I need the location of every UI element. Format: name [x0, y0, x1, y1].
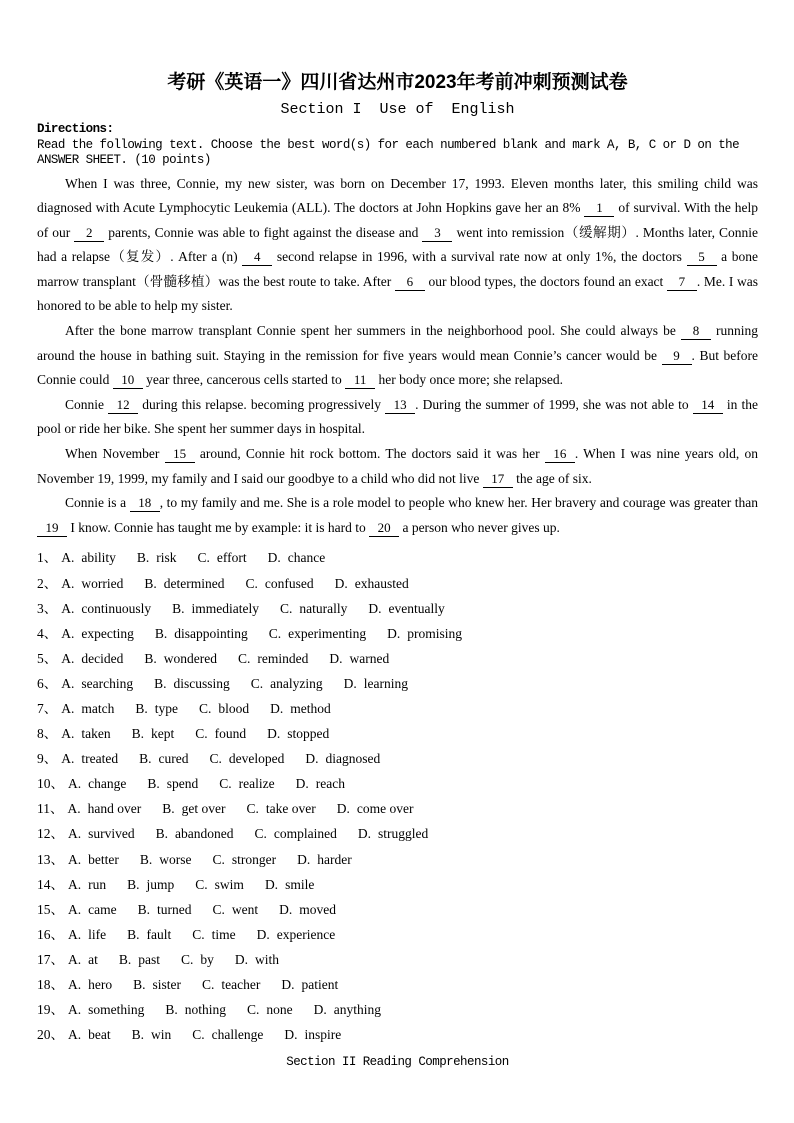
question-16-option-b: B. fault	[127, 926, 172, 942]
question-2	[37, 571, 758, 596]
option-label: D.	[343, 675, 357, 691]
option-label: C.	[181, 951, 194, 967]
section-2-heading: Section II Reading Comprehension	[286, 1055, 509, 1070]
option-label: D.	[368, 600, 382, 616]
question-6-option-b: B. discussing	[154, 675, 230, 691]
question-6-option-c: C. analyzing	[250, 675, 323, 691]
option-label: B.	[136, 550, 150, 566]
question-1-option-a: A. ability	[61, 550, 116, 566]
cloze-blank-14: 14	[693, 397, 723, 414]
option-label: B.	[137, 901, 150, 917]
option-label: D.	[334, 575, 348, 591]
cloze-blank-11: 11	[345, 372, 375, 389]
option-label: C.	[280, 600, 293, 616]
question-5-option-b: B. wondered	[144, 650, 217, 666]
cloze-blank-20: 20	[369, 520, 399, 537]
question-4-option-b: B. disappointing	[154, 625, 248, 641]
question-13-option-a: A. better	[68, 851, 119, 867]
question-number: 5、	[37, 650, 58, 666]
question-number: 6、	[37, 675, 58, 691]
option-label: C.	[212, 901, 225, 917]
question-17-option-c: C. by	[181, 951, 214, 967]
option-label: D.	[357, 826, 371, 842]
question-number: 13、	[37, 851, 64, 867]
question-1-option-d: D. chance	[267, 550, 326, 566]
question-19-option-b: B. nothing	[165, 1002, 227, 1018]
option-label: C.	[195, 876, 208, 892]
option-label: B.	[139, 751, 152, 767]
cloze-blank-10: 10	[113, 372, 143, 389]
question-number: 14、	[37, 876, 64, 892]
option-label: A.	[68, 926, 82, 942]
cloze-blank-15: 15	[165, 446, 195, 463]
question-8	[37, 721, 758, 746]
cloze-blank-8: 8	[681, 323, 711, 340]
question-1	[37, 545, 758, 570]
question-number: 7、	[37, 700, 58, 716]
cloze-blank-19: 19	[37, 520, 67, 537]
question-12-option-d: D. struggled	[357, 826, 429, 842]
question-13-option-c: C. stronger	[212, 851, 277, 867]
cloze-blank-3: 3	[422, 225, 452, 242]
question-10-option-b: B. spend	[147, 776, 199, 792]
option-label: A.	[61, 625, 75, 641]
option-label: D.	[313, 1002, 327, 1018]
question-number: 15、	[37, 901, 64, 917]
question-20-option-d: D. inspire	[284, 1027, 342, 1043]
option-label: C.	[209, 751, 222, 767]
question-2-option-d: D. exhausted	[334, 575, 409, 591]
option-label: A.	[61, 726, 75, 742]
directions-label: Directions:	[37, 122, 114, 136]
question-3-option-b: B. immediately	[172, 600, 259, 616]
option-label: C.	[192, 1027, 205, 1043]
option-label: C.	[237, 650, 251, 666]
question-12-option-c: C. complained	[254, 826, 337, 842]
question-7-option-c: C. blood	[199, 700, 250, 716]
question-number: 8、	[37, 726, 58, 742]
question-number: 3、	[37, 600, 58, 616]
question-2-option-c: C. confused	[245, 575, 314, 591]
question-19	[37, 997, 758, 1022]
question-8-option-b: B. kept	[131, 726, 175, 742]
question-list	[37, 545, 758, 1047]
option-label: D.	[295, 776, 309, 792]
question-7-option-a: A. match	[61, 700, 115, 716]
question-3-option-a: A. continuously	[61, 600, 152, 616]
option-label: D.	[329, 650, 343, 666]
question-15-option-d: D. moved	[279, 901, 337, 917]
option-label: D.	[234, 951, 249, 967]
question-16-option-c: C. time	[192, 926, 236, 942]
question-10-option-d: D. reach	[295, 776, 345, 792]
option-label: A.	[61, 675, 75, 691]
option-label: A.	[61, 650, 75, 666]
question-13-option-b: B. worse	[139, 851, 192, 867]
option-label: C.	[219, 776, 232, 792]
cloze-blank-6: 6	[395, 274, 425, 291]
option-label: C.	[250, 675, 264, 691]
cloze-blank-17: 17	[483, 471, 513, 488]
option-label: D.	[267, 726, 281, 742]
question-9-option-c: C. developed	[209, 751, 285, 767]
passage-paragraph: When November 15 around, Connie hit rock bottom. The doctors said it was her 16 . When I was nine years old, on November 19, 1999, my family and I said our goodbye to a child who did not live 17 the age of six.	[37, 446, 758, 486]
question-2-option-b: B. determined	[144, 575, 225, 591]
question-17-option-d: D. with	[234, 951, 280, 967]
option-label: B.	[118, 951, 132, 967]
question-19-option-d: D. anything	[313, 1002, 382, 1018]
option-label: C.	[192, 926, 205, 942]
question-number: 11、	[37, 801, 64, 817]
option-label: D.	[256, 926, 270, 942]
question-14-option-a: A. run	[68, 876, 107, 892]
question-3-option-c: C. naturally	[280, 600, 348, 616]
option-label: B.	[127, 876, 140, 892]
option-label: A.	[61, 700, 75, 716]
question-15-option-a: A. came	[68, 901, 117, 917]
question-6	[37, 671, 758, 696]
option-label: A.	[68, 776, 82, 792]
question-14-option-c: C. swim	[195, 876, 244, 892]
question-number: 1、	[37, 550, 58, 566]
question-9-option-d: D. diagnosed	[305, 751, 381, 767]
question-8-option-d: D. stopped	[267, 726, 330, 742]
option-label: D.	[267, 550, 281, 566]
option-label: C.	[212, 851, 225, 867]
question-18-option-d: D. patient	[281, 977, 339, 992]
question-10-option-c: C. realize	[219, 776, 275, 792]
option-label: B.	[154, 625, 168, 641]
question-number: 19、	[37, 1002, 64, 1018]
option-label: C.	[254, 826, 267, 842]
option-label: A.	[67, 801, 81, 817]
question-7	[37, 696, 758, 721]
question-number: 16、	[37, 926, 64, 942]
question-10	[37, 771, 758, 796]
question-4-option-c: C. experimenting	[268, 625, 367, 641]
cloze-passage	[37, 172, 758, 541]
question-number: 12、	[37, 826, 64, 842]
directions-block	[37, 122, 758, 169]
cloze-blank-9: 9	[662, 348, 692, 365]
option-label: A.	[61, 550, 75, 566]
question-number: 20、	[37, 1027, 64, 1043]
option-label: B.	[155, 826, 169, 842]
cloze-blank-4: 4	[242, 249, 272, 266]
option-label: C.	[202, 977, 215, 992]
question-7-option-b: B. type	[135, 700, 179, 716]
option-label: D.	[270, 700, 284, 716]
section-1-heading: Section I Use of English	[280, 101, 515, 118]
question-11	[37, 796, 758, 821]
question-number: 2、	[37, 575, 58, 591]
option-label: B.	[127, 926, 140, 942]
question-14	[37, 872, 758, 897]
question-9	[37, 746, 758, 771]
question-3-option-d: D. eventually	[368, 600, 445, 616]
option-label: B.	[135, 700, 148, 716]
option-label: B.	[154, 675, 167, 691]
option-label: B.	[131, 1027, 145, 1043]
option-label: A.	[68, 826, 82, 842]
question-12-option-b: B. abandoned	[155, 826, 234, 842]
question-16-option-a: A. life	[68, 926, 107, 942]
question-2-option-a: A. worried	[61, 575, 124, 591]
option-label: C.	[197, 550, 210, 566]
question-4-option-d: D. promising	[387, 625, 463, 641]
option-label: A.	[61, 751, 75, 767]
question-11-option-d: D. come over	[336, 801, 414, 817]
question-14-option-d: D. smile	[264, 876, 315, 892]
question-8-option-a: A. taken	[61, 726, 111, 742]
option-label: D.	[281, 977, 295, 992]
option-label: A.	[68, 1002, 82, 1018]
option-label: D.	[297, 851, 311, 867]
question-16	[37, 922, 758, 947]
question-12-option-a: A. survived	[68, 826, 135, 842]
option-label: A.	[61, 575, 75, 591]
question-4	[37, 621, 758, 646]
cloze-blank-1: 1	[584, 200, 614, 217]
question-9-option-a: A. treated	[61, 751, 119, 767]
question-20-option-b: B. win	[131, 1027, 172, 1043]
question-18-option-a: A. hero	[68, 977, 113, 992]
question-20-option-a: A. beat	[68, 1027, 111, 1043]
question-19-option-a: A. something	[68, 1002, 145, 1018]
question-4-option-a: A. expecting	[61, 625, 134, 641]
question-17	[37, 947, 758, 972]
question-16-option-d: D. experience	[256, 926, 336, 942]
question-5-option-c: C. reminded	[237, 650, 309, 666]
question-1-option-b: B. risk	[136, 550, 177, 566]
option-label: A.	[68, 876, 82, 892]
question-7-option-d: D. method	[270, 700, 331, 716]
question-17-option-a: A. at	[68, 951, 98, 967]
question-number: 18、	[37, 977, 64, 992]
question-number: 10、	[37, 776, 64, 792]
directions-text: Read the following text. Choose the best word(s) for each numbered blank and mark A, B, C or D on the ANSWER SHEET. (10 points)	[37, 137, 747, 167]
option-label: D.	[264, 876, 279, 892]
option-label: B.	[162, 801, 175, 817]
question-number: 17、	[37, 951, 64, 967]
cloze-blank-13: 13	[385, 397, 415, 414]
question-5-option-a: A. decided	[61, 650, 124, 666]
option-label: B.	[139, 851, 153, 867]
question-12	[37, 821, 758, 846]
option-label: D.	[305, 751, 319, 767]
option-label: B.	[165, 1002, 178, 1018]
question-15-option-c: C. went	[212, 901, 259, 917]
passage-paragraph: Connie is a 18 , to my family and me. She is a role model to people who knew her. Her bravery and courage was greater than 19 I know. Connie has taught me by example: it is hard to 20 a person who never gives up.	[37, 491, 758, 540]
question-10-option-a: A. change	[68, 776, 127, 792]
question-5-option-d: D. warned	[329, 650, 390, 666]
passage-paragraph: After the bone marrow transplant Connie spent her summers in the neighborhood pool. She could always be 8 running around the house in bathing suit. Staying in the remission for five years would mean Connie’s cancer would be 9 . But before Connie could 10 year three, cancerous cells started to 11 her body once more; she relapsed.	[37, 323, 759, 388]
question-8-option-c: C. found	[195, 726, 247, 742]
page-title: 考研《英语一》四川省达州市2023年考前冲刺预测试卷	[167, 72, 628, 93]
cloze-blank-5: 5	[687, 249, 717, 266]
cloze-blank-7: 7	[667, 274, 697, 291]
question-11-option-c: C. take over	[246, 801, 316, 817]
option-label: B.	[144, 650, 157, 666]
cloze-blank-16: 16	[545, 446, 575, 463]
option-label: C.	[195, 726, 208, 742]
cloze-blank-12: 12	[108, 397, 138, 414]
question-18-option-c: C. teacher	[202, 977, 261, 992]
question-11-option-b: B. get over	[162, 801, 226, 817]
question-13	[37, 847, 758, 872]
option-label: A.	[61, 600, 75, 616]
option-label: A.	[68, 851, 82, 867]
question-number: 9、	[37, 751, 58, 767]
question-1-option-c: C. effort	[197, 550, 247, 566]
question-14-option-b: B. jump	[127, 876, 175, 892]
option-label: A.	[68, 977, 82, 992]
question-20-option-c: C. challenge	[192, 1027, 264, 1043]
cloze-blank-18: 18	[130, 495, 160, 512]
question-15	[37, 897, 758, 922]
option-label: B.	[144, 575, 157, 591]
question-13-option-d: D. harder	[297, 851, 352, 867]
option-label: D.	[336, 801, 350, 817]
question-15-option-b: B. turned	[137, 901, 192, 917]
option-label: D.	[284, 1027, 298, 1043]
question-6-option-d: D. learning	[343, 675, 408, 691]
option-label: C.	[245, 575, 258, 591]
option-label: C.	[247, 1002, 260, 1018]
option-label: B.	[133, 977, 146, 992]
option-label: C.	[199, 700, 212, 716]
option-label: B.	[172, 600, 185, 616]
question-number: 4、	[37, 625, 58, 641]
option-label: A.	[68, 951, 82, 967]
option-label: C.	[268, 625, 282, 641]
question-9-option-b: B. cured	[139, 751, 189, 767]
question-20	[37, 1022, 758, 1047]
option-label: A.	[68, 901, 82, 917]
option-label: C.	[246, 801, 259, 817]
option-label: D.	[279, 901, 293, 917]
option-label: D.	[387, 625, 401, 641]
option-label: B.	[131, 726, 145, 742]
question-11-option-a: A. hand over	[67, 801, 142, 817]
question-18	[37, 972, 758, 997]
question-17-option-b: B. past	[118, 951, 161, 967]
option-label: B.	[147, 776, 160, 792]
question-19-option-c: C. none	[247, 1002, 293, 1018]
question-18-option-b: B. sister	[133, 977, 182, 992]
passage-paragraph: Connie 12 during this relapse. becoming progressively 13 . During the summer of 1999, she was not able to 14 in the pool or ride her bike. She spent her summer days in hospital.	[37, 396, 759, 437]
question-3	[37, 596, 758, 621]
cloze-blank-2: 2	[74, 225, 104, 242]
question-5	[37, 646, 758, 671]
question-6-option-a: A. searching	[61, 675, 134, 691]
passage-paragraph: When I was three, Connie, my new sister, was born on December 17, 1993. Eleven months later, this smiling child was diagnosed with Acute Lymphocytic Leukemia (ALL). The doctors at John Hopkins gave her an 8% 1 of survival. With the help of our 2 parents, Connie was able to fight against the disease and 3 went into remission（缓解期）. Months later, Connie had a relapse（复发）. After a (n) 4 second relapse in 1996, with a survival rate now at only 1%, the doctors 5 a bone marrow transplant（骨髓移植）was the best route to take. After 6 our blood types, the doctors found an exact 7 . Me. I was honored to be able to help my sister.	[37, 175, 759, 314]
option-label: A.	[68, 1027, 82, 1043]
